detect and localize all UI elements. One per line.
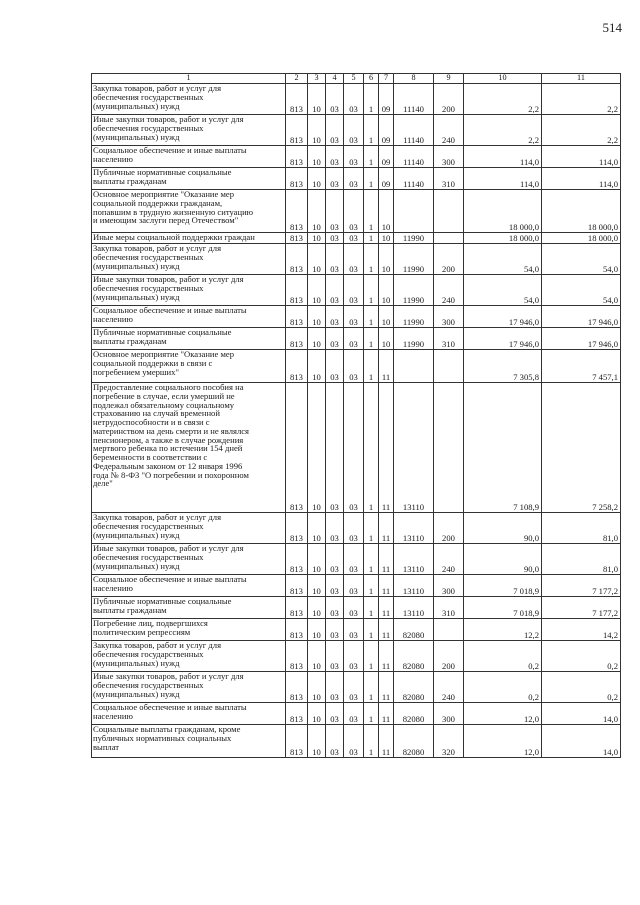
code-cell: 11 [379,672,394,703]
code-cell: 03 [326,641,344,672]
value-2019-cell: 17 946,0 [464,306,542,328]
code-cell: 813 [286,244,308,275]
code-cell: 09 [379,146,394,168]
code-cell: 11 [379,544,394,575]
code-cell: 82080 [394,703,434,725]
code-cell: 03 [326,244,344,275]
code-cell: 11 [379,619,394,641]
code-cell: 03 [326,168,344,190]
code-cell: 03 [326,146,344,168]
row-name-cell: Публичные нормативные социальные выплаты гражданам [92,328,286,350]
code-cell: 1 [364,544,379,575]
header-cell: 10 [464,74,542,84]
code-cell: 10 [308,190,326,233]
code-cell: 1 [364,575,379,597]
code-cell: 813 [286,168,308,190]
code-cell: 310 [434,328,464,350]
code-cell: 10 [308,306,326,328]
code-cell: 1 [364,146,379,168]
code-cell: 03 [344,619,364,641]
header-cell: 6 [364,74,379,84]
value-2019-cell: 90,0 [464,544,542,575]
row-name-cell: Предоставление социального пособия на погребение в случае, если умерший не подлежал обязательному социальному страхованию на случай временной нетрудоспособности и в связи с материнством на день смерти и не являлся пенсионером, а также в случае рождения мертвого ребенка по истечении 154 дней беременности в соответствии с Федеральным законом от 12 января 1996 года № 8-ФЗ "О погребении и похоронном деле" [92,383,286,513]
code-cell: 03 [326,725,344,758]
code-cell: 813 [286,703,308,725]
code-cell: 11 [379,703,394,725]
code-cell: 82080 [394,725,434,758]
code-cell: 13110 [394,544,434,575]
value-2019-cell: 17 946,0 [464,328,542,350]
table-row [92,350,621,383]
code-cell: 09 [379,84,394,115]
code-cell: 03 [344,383,364,513]
code-cell: 03 [326,575,344,597]
code-cell: 03 [344,672,364,703]
value-2020-cell: 114,0 [542,168,621,190]
code-cell: 03 [344,513,364,544]
header-cell: 2 [286,74,308,84]
code-cell: 13110 [394,513,434,544]
code-cell: 320 [434,725,464,758]
table-row [92,619,621,641]
code-cell: 03 [344,233,364,244]
value-2019-cell: 12,0 [464,725,542,758]
value-2020-cell: 81,0 [542,513,621,544]
row-name-cell: Социальное обеспечение и иные выплаты населению [92,306,286,328]
code-cell: 813 [286,513,308,544]
value-2020-cell: 114,0 [542,146,621,168]
code-cell: 03 [326,275,344,306]
table-row [92,84,621,115]
value-2020-cell: 0,2 [542,672,621,703]
code-cell: 03 [344,190,364,233]
code-cell: 03 [344,544,364,575]
table-row [92,383,621,513]
value-2019-cell: 12,0 [464,703,542,725]
value-2019-cell: 2,2 [464,115,542,146]
row-name-cell: Закупка товаров, работ и услуг для обеспечения государственных (муниципальных) нужд [92,244,286,275]
code-cell: 300 [434,306,464,328]
code-cell: 200 [434,84,464,115]
code-cell: 813 [286,328,308,350]
header-cell: 1 [92,74,286,84]
code-cell: 11990 [394,275,434,306]
code-cell [394,350,434,383]
table-row [92,244,621,275]
row-name-cell: Публичные нормативные социальные выплаты гражданам [92,168,286,190]
code-cell: 03 [326,619,344,641]
code-cell: 03 [326,672,344,703]
code-cell: 1 [364,328,379,350]
code-cell: 10 [308,146,326,168]
code-cell: 11 [379,725,394,758]
table-row [92,703,621,725]
code-cell: 813 [286,672,308,703]
code-cell: 03 [344,575,364,597]
code-cell: 813 [286,306,308,328]
code-cell: 10 [379,328,394,350]
code-cell: 11990 [394,233,434,244]
row-name-cell: Закупка товаров, работ и услуг для обеспечения государственных (муниципальных) нужд [92,513,286,544]
table-row [92,597,621,619]
code-cell: 200 [434,244,464,275]
code-cell: 10 [379,244,394,275]
code-cell: 82080 [394,619,434,641]
code-cell: 11140 [394,146,434,168]
code-cell: 1 [364,275,379,306]
code-cell: 240 [434,275,464,306]
code-cell: 813 [286,575,308,597]
code-cell: 1 [364,597,379,619]
code-cell: 240 [434,544,464,575]
table-row [92,544,621,575]
code-cell: 1 [364,306,379,328]
code-cell: 11140 [394,84,434,115]
row-name-cell: Иные меры социальной поддержки граждан [92,233,286,244]
code-cell: 11990 [394,306,434,328]
code-cell: 03 [344,115,364,146]
value-2019-cell: 18 000,0 [464,233,542,244]
code-cell: 10 [308,703,326,725]
value-2019-cell: 7 018,9 [464,597,542,619]
code-cell: 03 [326,350,344,383]
value-2020-cell: 18 000,0 [542,190,621,233]
code-cell: 1 [364,703,379,725]
code-cell: 03 [344,84,364,115]
code-cell: 11990 [394,244,434,275]
value-2020-cell: 54,0 [542,275,621,306]
code-cell: 03 [344,146,364,168]
code-cell: 11 [379,575,394,597]
code-cell: 03 [326,328,344,350]
code-cell: 1 [364,725,379,758]
value-2019-cell: 2,2 [464,84,542,115]
code-cell: 310 [434,597,464,619]
table-row [92,275,621,306]
value-2020-cell: 7 177,2 [542,575,621,597]
code-cell: 10 [308,597,326,619]
code-cell: 813 [286,275,308,306]
row-name-cell: Иные закупки товаров, работ и услуг для обеспечения государственных (муниципальных) нужд [92,544,286,575]
header-cell: 7 [379,74,394,84]
code-cell: 82080 [394,641,434,672]
code-cell: 1 [364,168,379,190]
code-cell: 03 [326,703,344,725]
code-cell: 300 [434,146,464,168]
table-row [92,233,621,244]
code-cell: 1 [364,244,379,275]
value-2019-cell: 90,0 [464,513,542,544]
row-name-cell: Иные закупки товаров, работ и услуг для обеспечения государственных (муниципальных) нужд [92,115,286,146]
code-cell: 11990 [394,328,434,350]
code-cell: 10 [308,244,326,275]
header-cell: 5 [344,74,364,84]
code-cell: 03 [326,190,344,233]
code-cell: 03 [326,233,344,244]
code-cell: 03 [344,244,364,275]
code-cell: 03 [326,544,344,575]
code-cell: 03 [344,703,364,725]
value-2019-cell: 18 000,0 [464,190,542,233]
table-row [92,115,621,146]
code-cell: 10 [308,725,326,758]
table-row [92,672,621,703]
code-cell: 200 [434,641,464,672]
table-row [92,190,621,233]
code-cell: 03 [344,350,364,383]
code-cell [434,383,464,513]
code-cell: 03 [344,641,364,672]
table-row [92,328,621,350]
code-cell: 1 [364,619,379,641]
code-cell: 03 [326,84,344,115]
code-cell [394,190,434,233]
row-name-cell: Погребение лиц, подвергшихся политическим репрессиям [92,619,286,641]
code-cell: 1 [364,84,379,115]
code-cell: 03 [344,168,364,190]
value-2020-cell: 14,0 [542,703,621,725]
code-cell: 11 [379,383,394,513]
code-cell: 03 [344,328,364,350]
code-cell: 813 [286,725,308,758]
table-row [92,168,621,190]
value-2020-cell: 7 457,1 [542,350,621,383]
code-cell: 10 [308,233,326,244]
header-cell: 9 [434,74,464,84]
code-cell: 11 [379,513,394,544]
code-cell: 813 [286,597,308,619]
code-cell: 1 [364,641,379,672]
code-cell: 813 [286,190,308,233]
code-cell: 11140 [394,168,434,190]
code-cell: 03 [344,725,364,758]
code-cell: 300 [434,703,464,725]
table-body [92,84,621,758]
code-cell [434,619,464,641]
code-cell: 1 [364,672,379,703]
row-name-cell: Закупка товаров, работ и услуг для обеспечения государственных (муниципальных) нужд [92,84,286,115]
code-cell: 03 [326,115,344,146]
code-cell: 03 [344,306,364,328]
code-cell: 82080 [394,672,434,703]
code-cell: 11140 [394,115,434,146]
value-2019-cell: 0,2 [464,672,542,703]
row-name-cell: Иные закупки товаров, работ и услуг для обеспечения государственных (муниципальных) нужд [92,672,286,703]
header-cell: 4 [326,74,344,84]
value-2019-cell: 7 305,8 [464,350,542,383]
code-cell: 10 [379,306,394,328]
value-2020-cell: 7 258,2 [542,383,621,513]
row-name-cell: Закупка товаров, работ и услуг для обеспечения государственных (муниципальных) нужд [92,641,286,672]
value-2020-cell: 17 946,0 [542,306,621,328]
header-row [92,74,621,84]
code-cell: 1 [364,383,379,513]
value-2019-cell: 12,2 [464,619,542,641]
code-cell: 200 [434,513,464,544]
code-cell: 240 [434,672,464,703]
code-cell [434,233,464,244]
code-cell: 813 [286,233,308,244]
header-cell: 8 [394,74,434,84]
code-cell: 1 [364,350,379,383]
code-cell: 03 [326,513,344,544]
row-name-cell: Основное мероприятие "Оказание мер социальной поддержки в связи с погребением умерших" [92,350,286,383]
code-cell: 13110 [394,575,434,597]
code-cell: 09 [379,115,394,146]
code-cell: 813 [286,383,308,513]
code-cell: 10 [308,84,326,115]
value-2019-cell: 7 108,9 [464,383,542,513]
value-2020-cell: 7 177,2 [542,597,621,619]
value-2019-cell: 114,0 [464,168,542,190]
code-cell: 813 [286,350,308,383]
value-2019-cell: 0,2 [464,641,542,672]
table-row [92,306,621,328]
code-cell: 10 [308,383,326,513]
value-2019-cell: 7 018,9 [464,575,542,597]
code-cell: 10 [308,641,326,672]
code-cell: 10 [379,275,394,306]
code-cell: 03 [344,597,364,619]
code-cell: 813 [286,84,308,115]
row-name-cell: Основное мероприятие "Оказание мер социальной поддержки гражданам, попавшим в трудную жизненную ситуацию и имеющим заслуги перед Отечеством" [92,190,286,233]
table-row [92,725,621,758]
value-2020-cell: 0,2 [542,641,621,672]
row-name-cell: Публичные нормативные социальные выплаты гражданам [92,597,286,619]
code-cell: 10 [308,115,326,146]
code-cell: 03 [344,275,364,306]
page-number: 514 [602,20,622,35]
code-cell: 240 [434,115,464,146]
code-cell: 11 [379,350,394,383]
row-name-cell: Социальное обеспечение и иные выплаты населению [92,703,286,725]
row-name-cell: Социальное обеспечение и иные выплаты населению [92,146,286,168]
code-cell: 10 [308,672,326,703]
code-cell: 1 [364,513,379,544]
code-cell: 10 [308,350,326,383]
code-cell: 1 [364,190,379,233]
code-cell: 13110 [394,383,434,513]
code-cell: 813 [286,619,308,641]
code-cell [434,190,464,233]
header-cell: 3 [308,74,326,84]
code-cell: 10 [379,190,394,233]
code-cell: 10 [379,233,394,244]
code-cell: 09 [379,168,394,190]
value-2020-cell: 2,2 [542,84,621,115]
code-cell: 10 [308,544,326,575]
code-cell [434,350,464,383]
code-cell: 11 [379,641,394,672]
code-cell: 1 [364,115,379,146]
value-2020-cell: 2,2 [542,115,621,146]
code-cell: 10 [308,619,326,641]
value-2020-cell: 81,0 [542,544,621,575]
budget-table-wrapper [91,73,620,758]
code-cell: 813 [286,641,308,672]
value-2019-cell: 114,0 [464,146,542,168]
value-2020-cell: 18 000,0 [542,233,621,244]
code-cell: 10 [308,328,326,350]
code-cell: 813 [286,146,308,168]
code-cell: 03 [326,383,344,513]
header-cell: 11 [542,74,621,84]
code-cell: 300 [434,575,464,597]
code-cell: 813 [286,544,308,575]
value-2020-cell: 17 946,0 [542,328,621,350]
value-2020-cell: 54,0 [542,244,621,275]
code-cell: 1 [364,233,379,244]
code-cell: 11 [379,597,394,619]
value-2019-cell: 54,0 [464,275,542,306]
code-cell: 10 [308,275,326,306]
row-name-cell: Социальное обеспечение и иные выплаты населению [92,575,286,597]
code-cell: 10 [308,575,326,597]
code-cell: 813 [286,115,308,146]
value-2020-cell: 14,0 [542,725,621,758]
row-name-cell: Иные закупки товаров, работ и услуг для обеспечения государственных (муниципальных) нужд [92,275,286,306]
code-cell: 03 [326,597,344,619]
code-cell: 13110 [394,597,434,619]
value-2019-cell: 54,0 [464,244,542,275]
table-row [92,513,621,544]
table-row [92,641,621,672]
code-cell: 310 [434,168,464,190]
budget-table [91,73,621,758]
code-cell: 10 [308,168,326,190]
code-cell: 10 [308,513,326,544]
table-row [92,146,621,168]
table-row [92,575,621,597]
code-cell: 03 [326,306,344,328]
value-2020-cell: 14,2 [542,619,621,641]
row-name-cell: Социальные выплаты гражданам, кроме публичных нормативных социальных выплат [92,725,286,758]
